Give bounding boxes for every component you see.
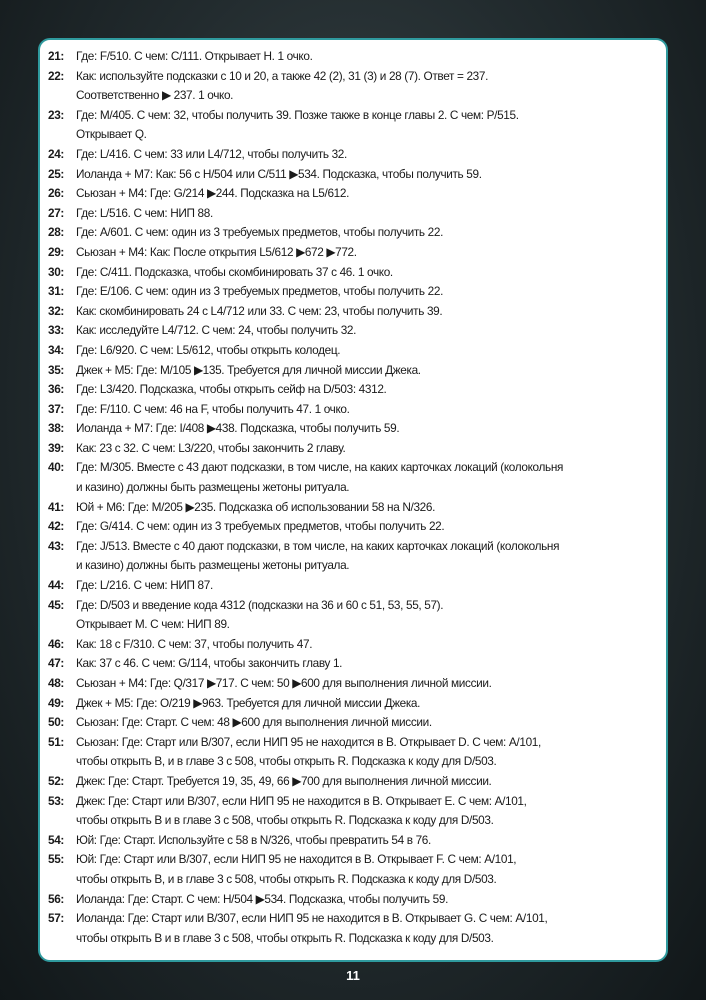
entry-number: 37: [48, 401, 65, 416]
entry-text [76, 772, 656, 792]
content-panel [38, 38, 668, 962]
entry-line: Сьюзан + M4: Где: Q/317 ▶717. С чем: 50 ▶600 для выполнения личной миссии. [76, 676, 492, 690]
hint-entry [48, 890, 656, 910]
entry-number: 34: [48, 342, 65, 357]
hint-entry [48, 282, 656, 302]
entry-text [76, 909, 656, 948]
entry-line: и казино) должны быть размещены жетоны ритуала. [76, 480, 350, 495]
hint-entry [48, 47, 656, 67]
hint-entry [48, 321, 656, 341]
hint-entry [48, 458, 656, 497]
hint-entry [48, 361, 656, 381]
entry-text [76, 439, 656, 459]
entry-text [76, 145, 656, 165]
entry-number: 56: [48, 891, 65, 906]
entry-text [76, 537, 656, 576]
entry-text [76, 831, 656, 851]
entry-number: 43: [48, 538, 65, 553]
entry-text [76, 635, 656, 655]
entry-number: 23: [48, 107, 65, 122]
hint-entry [48, 263, 656, 283]
hint-entry [48, 439, 656, 459]
entry-text [76, 792, 656, 831]
entry-text [76, 106, 656, 145]
entry-number: 40: [48, 460, 65, 475]
hint-entry [48, 831, 656, 851]
entry-number: 45: [48, 597, 65, 612]
hint-entry [48, 223, 656, 243]
hint-entry [48, 517, 656, 537]
hint-entry [48, 635, 656, 655]
hint-entry [48, 419, 656, 439]
entry-text [76, 517, 656, 537]
entry-text [76, 263, 656, 283]
entry-line: Сьюзан: Где: Старт. С чем: 48 ▶600 для выполнения личной миссии. [76, 715, 432, 730]
entry-line: Как: 23 с 32. С чем: L3/220, чтобы закончить 2 главу. [76, 440, 346, 455]
entry-text [76, 282, 656, 302]
entry-text [76, 419, 656, 439]
entry-text [76, 458, 656, 497]
entry-line: Где: F/510. С чем: C/111. Открывает H. 1 очко. [76, 49, 313, 63]
entry-text [76, 576, 656, 596]
entry-number: 41: [48, 499, 65, 514]
hint-entry [48, 204, 656, 224]
hint-entry [48, 713, 656, 733]
entry-line: Где: L6/920. С чем: L5/612, чтобы открыть колодец. [76, 342, 341, 357]
entry-line: Как: 18 с F/310. С чем: 37, чтобы получить 47. [76, 636, 313, 651]
entry-line: чтобы открыть B, и в главе 3 с 508, чтобы открыть R. Подсказка к коду для D/503. [76, 871, 497, 886]
entry-text [76, 498, 656, 518]
entry-number: 27: [48, 205, 65, 220]
entry-line: Иоланда: Где: Старт. С чем: H/504 ▶534. Подсказка, чтобы получить 59. [76, 891, 449, 906]
entry-line: Сьюзан + M4: Где: G/214 ▶244. Подсказка на L5/612. [76, 186, 349, 201]
entry-line: чтобы открыть B и в главе 3 с 508, чтобы открыть R. Подсказка к коду для D/503. [76, 813, 494, 828]
entry-line: Где: L/216. С чем: НИП 87. [76, 578, 213, 593]
entry-text [76, 733, 656, 772]
entry-line: Иоланда + M7: Где: I/408 ▶438. Подсказка, чтобы получить 59. [76, 421, 400, 436]
entry-line: Где: J/513. Вместе с 40 дают подсказки, в том числе, на каких карточках локаций (колокольня [76, 538, 560, 553]
hint-entry [48, 733, 656, 772]
entry-number: 47: [48, 656, 65, 671]
hint-entry [48, 184, 656, 204]
entry-text [76, 302, 656, 322]
entry-line: Где: M/405. С чем: 32, чтобы получить 39. Позже также в конце главы 2. С чем: P/515. [76, 107, 519, 122]
entry-line: Где: C/411. Подсказка, чтобы скомбинировать 37 с 46. 1 очко. [76, 264, 393, 279]
hint-entry [48, 674, 656, 694]
entry-number: 22: [48, 68, 65, 83]
entry-line: Где: L/416. С чем: 33 или L4/712, чтобы получить 32. [76, 146, 347, 161]
entry-line: Иоланда + M7: Как: 56 с H/504 или C/511 ▶534. Подсказка, чтобы получить 59. [76, 166, 482, 181]
entry-text [76, 184, 656, 204]
entry-number: 25: [48, 166, 65, 181]
entry-number: 46: [48, 636, 65, 651]
hint-entry [48, 596, 656, 635]
entry-line: Джек + M5: Где: O/219 ▶963. Требуется для личной миссии Джека. [76, 695, 421, 710]
entry-line: чтобы открыть B, и в главе 3 с 508, чтобы открыть R. Подсказка к коду для D/503. [76, 754, 497, 769]
hint-entry [48, 341, 656, 361]
entry-line: Как: исследуйте L4/712. С чем: 24, чтобы получить 32. [76, 323, 357, 338]
entry-text [76, 400, 656, 420]
hint-entry [48, 654, 656, 674]
hint-entry [48, 243, 656, 263]
entry-number: 53: [48, 793, 65, 808]
entry-text [76, 890, 656, 910]
hint-entry [48, 909, 656, 948]
entry-text [76, 380, 656, 400]
entry-line: Юй + M6: Где: M/205 ▶235. Подсказка об использовании 58 на N/326. [76, 499, 436, 514]
hint-entry [48, 380, 656, 400]
hint-entry [48, 576, 656, 596]
hint-entry [48, 498, 656, 518]
entry-text [76, 223, 656, 243]
entry-number: 38: [48, 421, 65, 436]
entry-line: Где: E/106. С чем: один из 3 требуемых предметов, чтобы получить 22. [76, 284, 444, 299]
entry-line: Где: A/601. С чем: один из 3 требуемых предметов, чтобы получить 22. [76, 225, 444, 240]
entry-line: Юй: Где: Старт или B/307, если НИП 95 не находится в B. Открывает F. С чем: A/101, [76, 852, 517, 867]
entry-line: Где: D/503 и введение кода 4312 (подсказки на 36 и 60 с 51, 53, 55, 57). [76, 597, 444, 612]
entry-number: 49: [48, 695, 65, 710]
hint-entry [48, 67, 656, 106]
hint-entry [48, 792, 656, 831]
entry-line: Где: L/516. С чем: НИП 88. [76, 205, 213, 220]
hint-entry [48, 400, 656, 420]
entry-line: Юй: Где: Старт. Используйте с 58 в N/326, чтобы превратить 54 в 76. [76, 832, 431, 847]
entry-line: Как: используйте подсказки с 10 и 20, а также 42 (2), 31 (3) и 28 (7). Ответ = 237. [76, 68, 489, 83]
entry-number: 29: [48, 244, 65, 259]
page-number: 11 [346, 968, 360, 983]
entry-number: 30: [48, 264, 65, 279]
entry-list [48, 47, 656, 948]
entry-line: Где: G/414. С чем: один из 3 требуемых предметов, чтобы получить 22. [76, 519, 445, 534]
entry-text [76, 713, 656, 733]
hint-entry [48, 145, 656, 165]
entry-line: Джек + M5: Где: M/105 ▶135. Требуется для личной миссии Джека. [76, 362, 421, 377]
entry-line: и казино) должны быть размещены жетоны ритуала. [76, 558, 350, 573]
entry-text [76, 47, 656, 67]
hint-entry [48, 537, 656, 576]
entry-number: 26: [48, 186, 65, 201]
entry-text [76, 204, 656, 224]
entry-line: Сьюзан + M4: Как: После открытия L5/612 ▶672 ▶772. [76, 244, 357, 259]
entry-number: 50: [48, 715, 65, 730]
entry-text [76, 596, 656, 635]
entry-text [76, 341, 656, 361]
entry-text [76, 654, 656, 674]
entry-number: 21: [48, 49, 65, 63]
entry-line: Как: 37 с 46. С чем: G/114, чтобы закончить главу 1. [76, 656, 343, 671]
entry-line: Как: скомбинировать 24 с L4/712 или 33. С чем: 23, чтобы получить 39. [76, 303, 443, 318]
entry-line: чтобы открыть B и в главе 3 с 508, чтобы открыть R. Подсказка к коду для D/503. [76, 930, 494, 945]
entry-number: 44: [48, 578, 65, 593]
entry-text [76, 694, 656, 714]
entry-line: Иоланда: Где: Старт или B/307, если НИП 95 не находится в B. Открывает G. С чем: A/101, [76, 911, 548, 926]
entry-line: Где: M/305. Вместе с 43 дают подсказки, в том числе, на каких карточках локаций (колокольня [76, 460, 564, 475]
entry-number: 28: [48, 225, 65, 240]
entry-number: 39: [48, 440, 65, 455]
entry-number: 57: [48, 911, 65, 926]
entry-number: 31: [48, 284, 65, 299]
entry-text [76, 850, 656, 889]
entry-number: 55: [48, 852, 65, 867]
entry-text [76, 67, 656, 106]
entry-text [76, 243, 656, 263]
entry-number: 48: [48, 676, 65, 690]
entry-number: 52: [48, 773, 65, 788]
entry-number: 42: [48, 519, 65, 534]
entry-line: Сьюзан: Где: Старт или B/307, если НИП 95 не находится в B. Открывает D. С чем: A/101, [76, 734, 541, 749]
entry-line: Джек: Где: Старт или B/307, если НИП 95 не находится в B. Открывает E. С чем: A/101, [76, 793, 527, 808]
entry-number: 33: [48, 323, 65, 338]
hint-entry [48, 772, 656, 792]
hint-entry [48, 302, 656, 322]
entry-number: 36: [48, 382, 65, 397]
entry-line: Где: F/110. С чем: 46 на F, чтобы получить 47. 1 очко. [76, 401, 350, 416]
hint-entry [48, 165, 656, 185]
entry-line: Где: L3/420. Подсказка, чтобы открыть сейф на D/503: 4312. [76, 382, 387, 397]
entry-line: Открывает Q. [76, 127, 147, 142]
entry-line: Джек: Где: Старт. Требуется 19, 35, 49, 66 ▶700 для выполнения личной миссии. [76, 773, 492, 788]
entry-number: 24: [48, 146, 65, 161]
entry-text [76, 321, 656, 341]
entry-number: 51: [48, 734, 65, 749]
entry-number: 54: [48, 832, 65, 847]
entry-text [76, 674, 656, 694]
entry-number: 32: [48, 303, 65, 318]
entry-text [76, 165, 656, 185]
entry-number: 35: [48, 362, 65, 377]
hint-entry [48, 106, 656, 145]
entry-line: Открывает M. С чем: НИП 89. [76, 617, 230, 632]
entry-text [76, 361, 656, 381]
entry-line: Соответственно ▶ 237. 1 очко. [76, 88, 234, 103]
hint-entry [48, 694, 656, 714]
hint-entry [48, 850, 656, 889]
